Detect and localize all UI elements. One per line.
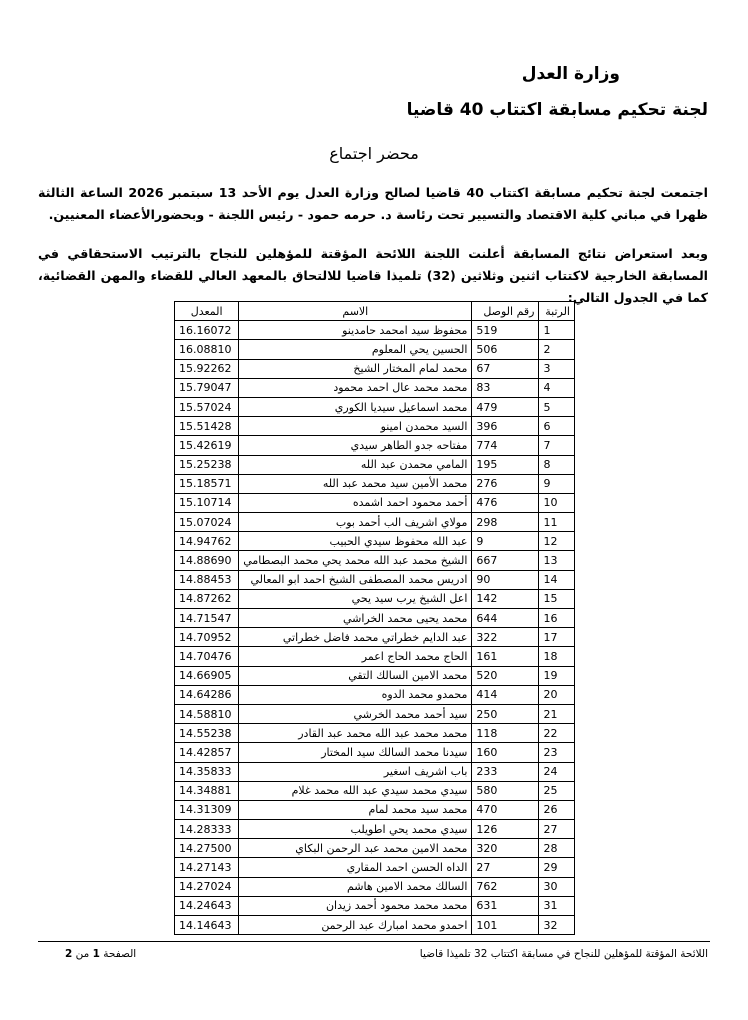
name-cell: الحسين يحي المعلوم	[239, 340, 472, 359]
results-paragraph: وبعد استعراض نتائج المسابقة أعلنت اللجنة اللائحة المؤقتة للمؤهلين للنجاح بالترتيب الاستحقاقي في المسابقة الخارجية لاكتتاب اثنين وثلاثين (32) تلميذا قاضيا للالتحاق بالمعهد العالي للقضاء والمهن القضائية، كما في الجدول التالي:	[38, 246, 709, 305]
receipt-cell: 161	[472, 647, 539, 666]
header-rank: الرتبة	[539, 302, 575, 321]
table-row	[175, 743, 575, 762]
receipt-cell: 320	[472, 839, 539, 858]
rank-cell: 11	[539, 513, 575, 532]
receipt-cell: 322	[472, 628, 539, 647]
average-cell: 16.16072	[175, 321, 239, 340]
rank-cell: 1	[539, 321, 575, 340]
minutes-title: محضر اجتماع	[329, 144, 419, 163]
receipt-cell: 90	[472, 570, 539, 589]
name-cell: السالك محمد الامين هاشم	[239, 877, 472, 896]
page-current: 1	[92, 948, 100, 960]
footer-caption: اللائحة المؤقتة للمؤهلين للنجاح في مسابقة اكتتاب 32 تلميذا قاضيا	[419, 948, 708, 960]
receipt-cell: 250	[472, 704, 539, 723]
average-cell: 14.28333	[175, 820, 239, 839]
rank-cell: 9	[539, 474, 575, 493]
results-table	[174, 301, 575, 935]
average-cell: 14.94762	[175, 532, 239, 551]
average-cell: 14.87262	[175, 589, 239, 608]
table-row	[175, 724, 575, 743]
rank-cell: 10	[539, 493, 575, 512]
receipt-cell: 580	[472, 781, 539, 800]
rank-cell: 5	[539, 397, 575, 416]
receipt-cell: 9	[472, 532, 539, 551]
header-average: المعدل	[175, 302, 239, 321]
name-cell: عبد الله محفوظ سيدي الحبيب	[239, 532, 472, 551]
average-cell: 15.51428	[175, 417, 239, 436]
receipt-cell: 67	[472, 359, 539, 378]
rank-cell: 32	[539, 916, 575, 935]
table-row	[175, 704, 575, 723]
average-cell: 14.70952	[175, 628, 239, 647]
rank-cell: 2	[539, 340, 575, 359]
average-cell: 15.57024	[175, 397, 239, 416]
name-cell: سيدي محمد سيدي عبد الله محمد غلام	[239, 781, 472, 800]
rank-cell: 31	[539, 896, 575, 915]
average-cell: 14.24643	[175, 896, 239, 915]
rank-cell: 16	[539, 609, 575, 628]
average-cell: 15.92262	[175, 359, 239, 378]
name-cell: محمد اسماعيل سيديا الكوري	[239, 397, 472, 416]
rank-cell: 7	[539, 436, 575, 455]
table-row	[175, 609, 575, 628]
rank-cell: 4	[539, 378, 575, 397]
name-cell: أحمد محمود احمد اشمده	[239, 493, 472, 512]
table-row	[175, 589, 575, 608]
average-cell: 14.35833	[175, 762, 239, 781]
header-receipt: رقم الوصل	[472, 302, 539, 321]
name-cell: محمد لمام المختار الشيخ	[239, 359, 472, 378]
page-total: 2	[65, 948, 73, 960]
name-cell: مولاي اشريف الب أحمد بوب	[239, 513, 472, 532]
table-row	[175, 647, 575, 666]
table-row	[175, 417, 575, 436]
average-cell: 14.27143	[175, 858, 239, 877]
receipt-cell: 160	[472, 743, 539, 762]
name-cell: محمد الامين محمد عبد الرحمن البكاي	[239, 839, 472, 858]
table-row	[175, 762, 575, 781]
name-cell: السيد محمدن امينو	[239, 417, 472, 436]
table-row	[175, 685, 575, 704]
footer-divider	[38, 941, 710, 942]
rank-cell: 17	[539, 628, 575, 647]
table-row	[175, 628, 575, 647]
average-cell: 14.88690	[175, 551, 239, 570]
name-cell: سيدي محمد يحي اطويلب	[239, 820, 472, 839]
rank-cell: 22	[539, 724, 575, 743]
receipt-cell: 774	[472, 436, 539, 455]
table-row	[175, 321, 575, 340]
name-cell: المامي محمدن عبد الله	[239, 455, 472, 474]
receipt-cell: 195	[472, 455, 539, 474]
name-cell: مفتاحه جدو الطاهر سيدي	[239, 436, 472, 455]
table-row	[175, 666, 575, 685]
name-cell: محفوظ سيد امحمد حامدينو	[239, 321, 472, 340]
receipt-cell: 470	[472, 800, 539, 819]
receipt-cell: 631	[472, 896, 539, 915]
receipt-cell: 142	[472, 589, 539, 608]
receipt-cell: 101	[472, 916, 539, 935]
rank-cell: 12	[539, 532, 575, 551]
average-cell: 14.27500	[175, 839, 239, 858]
table-row	[175, 340, 575, 359]
receipt-cell: 476	[472, 493, 539, 512]
name-cell: باب اشريف اسغير	[239, 762, 472, 781]
rank-cell: 3	[539, 359, 575, 378]
receipt-cell: 396	[472, 417, 539, 436]
average-cell: 16.08810	[175, 340, 239, 359]
average-cell: 15.79047	[175, 378, 239, 397]
name-cell: سيدنا محمد السالك سيد المختار	[239, 743, 472, 762]
table-row	[175, 781, 575, 800]
rank-cell: 15	[539, 589, 575, 608]
name-cell: محمد محمد محمود أحمد زيدان	[239, 896, 472, 915]
average-cell: 14.88453	[175, 570, 239, 589]
rank-cell: 21	[539, 704, 575, 723]
table-row	[175, 513, 575, 532]
receipt-cell: 414	[472, 685, 539, 704]
receipt-cell: 667	[472, 551, 539, 570]
name-cell: عبد الدايم خطراتي محمد فاضل خطراتي	[239, 628, 472, 647]
receipt-cell: 506	[472, 340, 539, 359]
receipt-cell: 479	[472, 397, 539, 416]
table-row	[175, 877, 575, 896]
rank-cell: 26	[539, 800, 575, 819]
rank-cell: 6	[539, 417, 575, 436]
page-word: الصفحة	[103, 948, 137, 960]
rank-cell: 29	[539, 858, 575, 877]
average-cell: 15.10714	[175, 493, 239, 512]
rank-cell: 28	[539, 839, 575, 858]
average-cell: 14.71547	[175, 609, 239, 628]
average-cell: 14.66905	[175, 666, 239, 685]
table-row	[175, 800, 575, 819]
receipt-cell: 118	[472, 724, 539, 743]
table-row	[175, 858, 575, 877]
rank-cell: 20	[539, 685, 575, 704]
table-row	[175, 397, 575, 416]
receipt-cell: 83	[472, 378, 539, 397]
average-cell: 15.07024	[175, 513, 239, 532]
table-row	[175, 359, 575, 378]
rank-cell: 19	[539, 666, 575, 685]
rank-cell: 27	[539, 820, 575, 839]
average-cell: 14.58810	[175, 704, 239, 723]
table-row	[175, 436, 575, 455]
table-row	[175, 570, 575, 589]
average-cell: 14.34881	[175, 781, 239, 800]
table-row	[175, 532, 575, 551]
average-cell: 14.42857	[175, 743, 239, 762]
page-of: من	[75, 948, 90, 960]
name-cell: ادريس محمد المصطفى الشيخ احمد ابو المعالي	[239, 570, 472, 589]
receipt-cell: 126	[472, 820, 539, 839]
average-cell: 14.31309	[175, 800, 239, 819]
rank-cell: 14	[539, 570, 575, 589]
average-cell: 14.70476	[175, 647, 239, 666]
average-cell: 15.25238	[175, 455, 239, 474]
name-cell: محمد الامين السالك التقي	[239, 666, 472, 685]
average-cell: 14.55238	[175, 724, 239, 743]
rank-cell: 8	[539, 455, 575, 474]
receipt-cell: 644	[472, 609, 539, 628]
table-row	[175, 896, 575, 915]
rank-cell: 18	[539, 647, 575, 666]
average-cell: 14.27024	[175, 877, 239, 896]
table-row	[175, 820, 575, 839]
receipt-cell: 298	[472, 513, 539, 532]
ministry-title: وزارة العدل	[521, 64, 620, 84]
table-row	[175, 551, 575, 570]
name-cell: الحاج محمد الحاج اعمر	[239, 647, 472, 666]
receipt-cell: 519	[472, 321, 539, 340]
name-cell: محمدو محمد الدوه	[239, 685, 472, 704]
rank-cell: 13	[539, 551, 575, 570]
name-cell: الشيخ محمد عبد الله محمد يحي محمد البصطامي	[239, 551, 472, 570]
table-row	[175, 474, 575, 493]
table-row	[175, 378, 575, 397]
name-cell: محمد محمد عال احمد محمود	[239, 378, 472, 397]
page-number	[65, 948, 136, 960]
name-cell: محمد الأمين سيد محمد عبد الله	[239, 474, 472, 493]
name-cell: سيد أحمد محمد الخرشي	[239, 704, 472, 723]
rank-cell: 23	[539, 743, 575, 762]
table-row	[175, 839, 575, 858]
average-cell: 14.64286	[175, 685, 239, 704]
table-header-row	[175, 302, 575, 321]
name-cell: محمد محمد عبد الله محمد عبد القادر	[239, 724, 472, 743]
average-cell: 14.14643	[175, 916, 239, 935]
table-row	[175, 493, 575, 512]
name-cell: احمدو محمد امبارك عبد الرحمن	[239, 916, 472, 935]
intro-paragraph: اجتمعت لجنة تحكيم مسابقة اكتتاب 40 قاضيا لصالح وزارة العدل يوم الأحد 13 سبتمبر 2026 الساعة الثالثة ظهرا في مباني كلية الاقتصاد والتسيير تحت رئاسة د. حرمه حمود - رئيس اللجنة - وبحضورالأعضاء المعنيين.	[38, 185, 708, 222]
table-row	[175, 455, 575, 474]
rank-cell: 25	[539, 781, 575, 800]
committee-title: لجنة تحكيم مسابقة اكتتاب 40 قاضيا	[406, 100, 708, 120]
receipt-cell: 233	[472, 762, 539, 781]
receipt-cell: 276	[472, 474, 539, 493]
receipt-cell: 762	[472, 877, 539, 896]
average-cell: 15.42619	[175, 436, 239, 455]
name-cell: اعل الشيخ يرب سيد يحي	[239, 589, 472, 608]
name-cell: محمد سيد محمد لمام	[239, 800, 472, 819]
name-cell: الداه الحسن احمد المقاري	[239, 858, 472, 877]
rank-cell: 24	[539, 762, 575, 781]
table-row	[175, 916, 575, 935]
receipt-cell: 27	[472, 858, 539, 877]
average-cell: 15.18571	[175, 474, 239, 493]
header-name: الاسم	[239, 302, 472, 321]
name-cell: محمد يحيى محمد الخراشي	[239, 609, 472, 628]
receipt-cell: 520	[472, 666, 539, 685]
rank-cell: 30	[539, 877, 575, 896]
